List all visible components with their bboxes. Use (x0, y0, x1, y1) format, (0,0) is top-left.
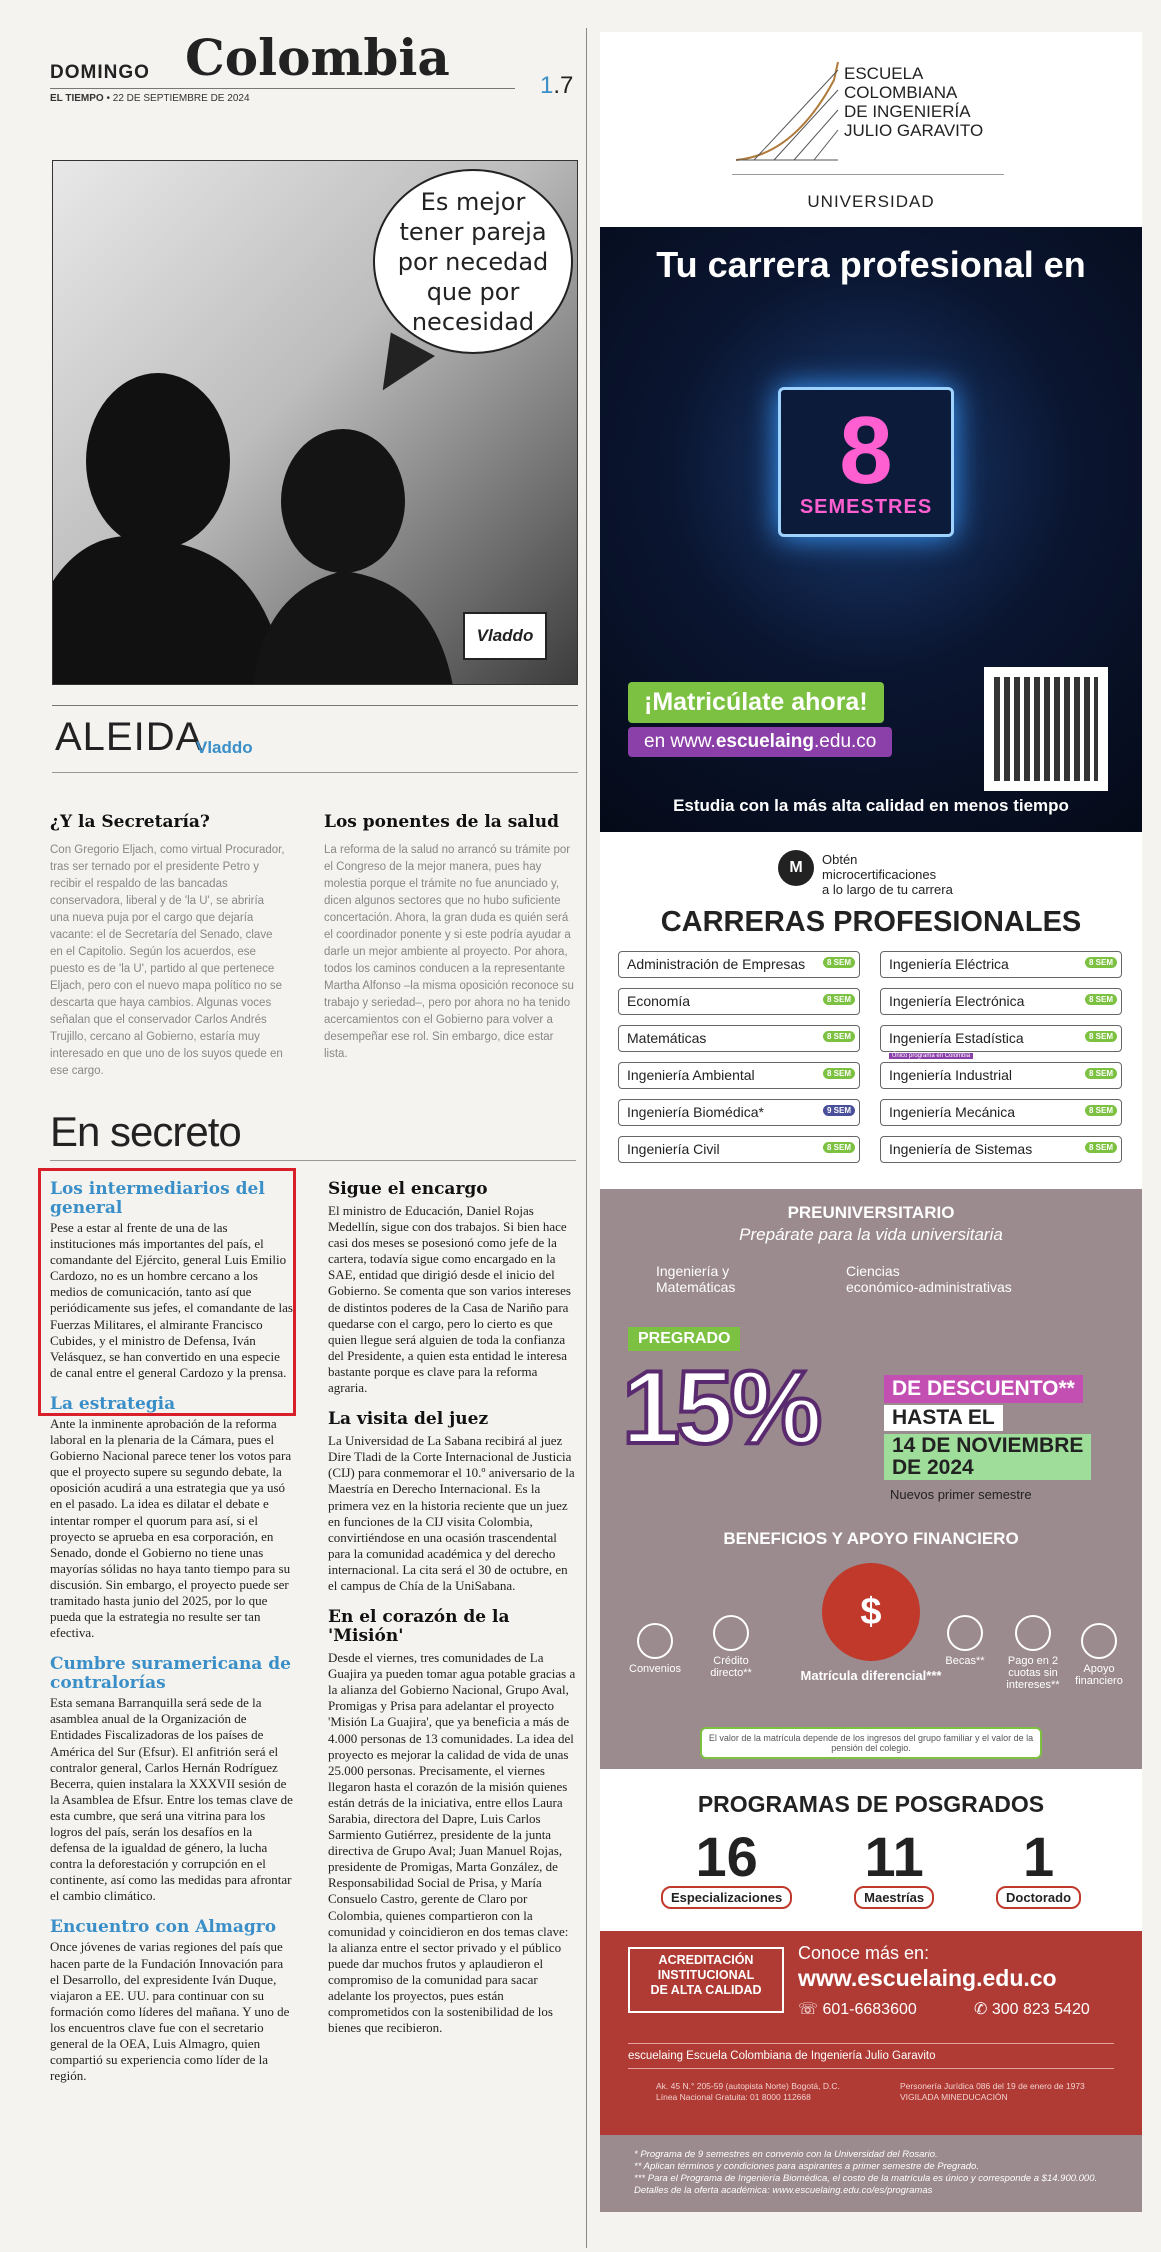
handshake-icon (637, 1623, 673, 1659)
website-link[interactable]: en www.escuelaing.edu.co (628, 727, 892, 757)
column-title: En secreto (50, 1108, 241, 1155)
benefit-item: Convenios (620, 1623, 690, 1675)
brief-secretaria (50, 812, 286, 1080)
university-logo-text: ESCUELA COLOMBIANA DE INGENIERÍA JULIO GARAVITO (844, 64, 984, 140)
career-item: Ingeniería Ambiental 8 SEM (618, 1062, 860, 1089)
career-item: Ingeniería Civil 8 SEM (618, 1136, 860, 1163)
benefit-item: Pago en 2 cuotas sin intereses** (998, 1615, 1068, 1691)
strip-title: ALEIDA (55, 715, 204, 759)
social-links[interactable]: escuelaing Escuela Colombiana de Ingeniería Julio Garavito (628, 2043, 1114, 2069)
secreto-left-column (50, 1180, 294, 2098)
university-ad (600, 32, 1142, 2212)
tuition-label: Matrícula diferencial*** (800, 1668, 942, 1683)
item-title: La visita del juez (328, 1409, 489, 1430)
phone-number[interactable]: ☏ 601-6683600 (798, 2001, 917, 2018)
cartoon-panel (52, 160, 578, 685)
header-rule (50, 88, 515, 89)
item-body: El ministro de Educación, Daniel Rojas Medellín, sigue con dos trabajos. Si bien hace casi dos meses se posesionó como jefe de la cartera, todavía sigue como encargado en la SAE, entidad que dirigió desde el inicio del Gobierno. Se comenta que son varios intereses de distintos poderes de la Casa de Nariño para quedarse con el cargo, pero lo cierto es que quien llegue será alguien de toda la confianza del Presidente, a quien esta entidad le interesa bastante porque es clave para la reforma agraria. (328, 1203, 571, 1396)
postgrad-item: 16 Especializaciones (661, 1828, 792, 1909)
preu-option-econ: Ciencias económico-administrativas (846, 1263, 1012, 1295)
ad-hero (600, 227, 1142, 832)
benefit-item: Apoyo financiero (1064, 1623, 1134, 1687)
scholarship-icon (947, 1615, 983, 1651)
item-body: La Universidad de La Sabana recibirá al juez Dire Tladi de la Corte Internacional de Justicia (CIJ) para conmemorar el 10.º aniversario de la Maestría en Derecho Internacional. Es la primera vez en la historia reciente que un juez en funciones de la CIJ visita Colombia, convirtiéndose en una ocasión trascendental para la comunidad académica y del derecho internacional. La cita será el 30 de octubre, en el campus de Chía de la UniSabana. (328, 1433, 575, 1593)
header-date: EL TIEMPO • 22 DE SEPTIEMBRE DE 2024 (50, 93, 250, 104)
item-body: Once jóvenes de varias regiones del país que hacen parte de la Fundación Innovación para el Desarrollo, del expresidente Iván Duque, viajaron a EE. UU. para continuar con su formación como líderes del mañana. Y uno de los encuentros clave fue con el secretario general de la OEA, Luis Almagro, quien compartió su experiencia como líder de la región. (50, 1939, 290, 2084)
postgrad-title: PROGRAMAS DE POSGRADOS (697, 1791, 1045, 1817)
brief-ponentes (324, 812, 576, 1063)
item-body: Desde el viernes, tres comunidades de La Guajira ya pueden tomar agua potable gracias a la alianza del Gobierno Nacional, Grupo Aval, Promigas y Prisa para adelantar el proyecto 'Misión La Guajira', que ya beneficia a más de 4.000 personas de 13 comunidades. La idea del proyecto es mejorar la calidad de vida de unas 25.000 personas. Precisamente, el viernes llegaron hasta el corazón de la misión quienes están detrás de la iniciativa, entre ellos Laura Sarabia, directora del Dapre, Luis Carlos Sarmiento Gutiérrez, presidente de la junta directiva de Grupo Aval; Juan Manuel Rojas, presidente de Promigas, Marta González, de Responsabilidad Social de Prisa, y María Consuelo Castro, gerente de Claro por Colombia, quienes compartieron con la comunidad y coincidieron en dos temas clave: la alianza entre el sector privado y el público puede dar muchos frutos y aplaudieron el compromiso de la comunidad para sacar adelante los proyectos, pues están comprometidos con la sostenibilidad de los bienes que recibieron. (328, 1650, 576, 2036)
item-title: Encuentro con Almagro (50, 1917, 277, 1938)
know-more-label: Conoce más en: (798, 1943, 930, 1963)
secreto-right-column (328, 1180, 576, 2050)
coin-icon (1015, 1615, 1051, 1651)
career-item: Ingeniería Mecánica 8 SEM (880, 1099, 1122, 1126)
enroll-button[interactable]: ¡Matricúlate ahora! (628, 682, 884, 723)
hero-title: Tu carrera profesional en (656, 244, 1086, 285)
address: Ak. 45 N.° 205-59 (autopista Norte) Bogotá, D.C. Línea Nacional Gratuita: 01 8000 112668 (656, 2081, 840, 2102)
item-title: Sigue el encargo (328, 1179, 488, 1199)
new-students-label: Nuevos primer semestre (890, 1487, 1032, 1502)
career-item: Ingeniería Industrial 8 SEM (880, 1062, 1122, 1089)
tuition-icon: $ (822, 1563, 920, 1661)
semesters-label: SEMESTRES (799, 495, 933, 518)
ad-logo-area (600, 32, 1142, 227)
brief-title: Los ponentes de la salud (324, 812, 560, 832)
brief-body: La reforma de la salud no arrancó su trámite por el Congreso de la mejor manera, pues hay molestia porque el trámite no fue anunciado y, dicen algunos sectores que no hubo suficiente concertación. Ahora, la gran duda es quién será el coordinador ponente y si este podría ayudar a darle un mejor ambiente al proyecto. Por ahora, todos los caminos conducen a la representante Martha Alfonso –la misma oposición reconoce su trabajo y seriedad–, pero por ahora no ha tenido acercamientos con el Gobierno para volver a desempeñar ese rol. Sin embargo, dice estar lista. (324, 844, 574, 1060)
career-item: Ingeniería de Sistemas 8 SEM (880, 1136, 1122, 1163)
brief-title: ¿Y la Secretaría? (50, 812, 210, 832)
preu-title: PREUNIVERSITARIO (787, 1203, 955, 1222)
cartoonist-signature: Vladdo (463, 612, 547, 660)
house-icon (713, 1615, 749, 1651)
hero-footer: Estudia con la más alta calidad en menos tiempo (673, 796, 1069, 815)
discount-percent: 15% (622, 1350, 819, 1466)
speech-bubble: Es mejor tener pareja por necedad que por necesidad (373, 169, 573, 354)
career-item: Ingeniería Eléctrica 8 SEM (880, 951, 1122, 978)
microcert-row (600, 832, 1142, 900)
preu-subtitle: Prepárate para la vida universitaria (739, 1225, 1003, 1244)
career-item: Ingeniería Biomédica* 9 SEM (618, 1099, 860, 1126)
item-body: Ante la inminente aprobación de la reforma laboral en la plenaria de la Cámara, pues el Gobierno Nacional parece tener los votos para que el proyecto supere su segundo debate, la oposición acudirá a una estrategia que ya usó en el pasado. La idea es dilatar el debate e intentar romper el quorum para así, si el proyecto se aprueba en esa corporación, en Senado, donde el Gobierno no tiene unas mayorías sólidas no haya tanto tiempo para su discusión. Sin embargo, el proyecto puede ser tramitado hasta junio del 2025, por lo que pueda que la estrategia no resulte ser tan efectiva. (50, 1415, 292, 1641)
until-date: 14 DE NOVIEMBRE DE 2024 (884, 1434, 1091, 1480)
benefits-note: El valor de la matrícula depende de los ingresos del grupo familiar y el valor de la pensión del colegio. (700, 1727, 1042, 1759)
semesters-number: 8 (839, 396, 893, 504)
item-body: Esta semana Barranquilla será sede de la asamblea anual de la Organización de Entidades Fiscalizadoras de los países de América del Sur (Efsur). El anfitrión será el contralor general, Carlos Hernán Rodríguez Becerra, quien instalara la XXXVII sesión de la Asamblea de Efsur. Entre los temas clave de esta cumbre, que será una vitrina para los logros del país, serán los desafíos en la defensa de la igualdad de género, la lucha contra la deforestación y corrupción en el continente, así como las medidas para afrontar el cambio climático. (50, 1695, 293, 1904)
item-title: Los intermediarios del general (50, 1179, 265, 1218)
microcert-text: Obtén microcertificaciones a lo largo de tu carrera (822, 852, 953, 897)
column-divider (586, 28, 587, 2248)
support-icon (1081, 1623, 1117, 1659)
career-item: Economía 8 SEM (618, 988, 860, 1015)
strip-bottom-rule (52, 772, 578, 773)
career-item: Ingeniería Electrónica 8 SEM (880, 988, 1122, 1015)
until-label: HASTA EL (884, 1405, 1003, 1431)
postgrad-item: 1 Doctorado (996, 1828, 1081, 1909)
header-day: DOMINGO (50, 62, 150, 83)
career-item: Administración de Empresas 8 SEM (618, 951, 860, 978)
discount-section (600, 1319, 1142, 1519)
qr-code-icon[interactable] (984, 667, 1108, 791)
careers-title: CARRERAS PROFESIONALES (660, 906, 1082, 938)
column-rule (50, 1160, 576, 1161)
career-item: Matemáticas 8 SEM (618, 1025, 860, 1052)
pregrado-tag: PREGRADO (628, 1327, 740, 1351)
item-title: La estrategia (50, 1393, 176, 1414)
website-link[interactable]: www.escuelaing.edu.co (798, 1965, 1057, 1991)
strip-rule (52, 705, 578, 706)
item-title: En el corazón de la 'Misión' (328, 1607, 510, 1647)
benefits-section (600, 1519, 1142, 1769)
legal-info: Personería Jurídica 086 del 19 de enero de 1973 VIGILADA MINEDUCACIÓN (900, 2081, 1085, 2102)
benefit-item: Becas** (930, 1615, 1000, 1667)
postgrad-item: 11 Maestrías (854, 1828, 934, 1909)
logo-rule (732, 174, 1004, 175)
item-body: Pese a estar al frente de una de las instituciones más importantes del país, el comandante del Ejército, general Luis Emilio Cardozo, no es un hombre cercano a los medios de comunicación, tanto así que periódicamente sus jefes, el comandante de las Fuerzas Militares, el almirante Francisco Cubides, y el ministro de Defensa, Iván Velásquez, se han convertido en una especie de canal entre el general Cardozo y la prensa. (50, 1220, 293, 1380)
accreditation-badge: ACREDITACIÓN INSTITUCIONAL DE ALTA CALIDAD (628, 1947, 784, 2013)
whatsapp-number[interactable]: ✆ 300 823 5420 (974, 2001, 1090, 2018)
postgrad-row (600, 1825, 1142, 1909)
contact-section (600, 1931, 1142, 2135)
section-title: Colombia (185, 28, 450, 87)
university-label: UNIVERSIDAD (807, 192, 935, 211)
item-title: Cumbre suramericana de contralorías (50, 1654, 291, 1694)
page-number: 1.7 (540, 72, 574, 99)
preu-option-eng: Ingeniería y Matemáticas (656, 1263, 736, 1295)
benefit-item: Crédito directo** (696, 1615, 766, 1679)
chip-graphic (778, 387, 954, 537)
discount-label: DE DESCUENTO** (884, 1375, 1083, 1403)
ad-footnotes: * Programa de 9 semestres en convenio con la Universidad del Rosario. ** Aplican términos y condiciones para aspirantes a primer semestre de Pregrado. *** Para el Programa de Ingeniería Biomédica, el costo de la matrícula es único y corresponde a $14.900.000. Detalles de la oferta académica: www.escuelaing.edu.co/es/programas (600, 2135, 1142, 2212)
careers-grid (600, 951, 1142, 1163)
preuniversity-section (600, 1189, 1142, 1319)
microcert-icon: M (778, 850, 814, 886)
career-item: Ingeniería Estadística 8 SEM Único programa en Colombia (880, 1025, 1122, 1052)
brief-body: Con Gregorio Eljach, como virtual Procurador, tras ser ternado por el presidente Petro y recibir el respaldo de las bancadas conservadora, liberal y de 'la U', se abriría una nueva puja por el cargo que dejaría vacante: el de Secretaría del Senado, clave en el Capitolio. Según los acuerdos, ese puesto es de 'la U', partido al que pertenece Eljach, pero con el nuevo mapa político no se descarta que haya cambios. Algunas voces señalan que el conservador Carlos Andrés Trujillo, cercano al Gobierno, estaría muy interesado en que uno de los suyos quede en ese cargo. (50, 844, 285, 1077)
benefits-title: BENEFICIOS Y APOYO FINANCIERO (723, 1529, 1019, 1548)
strip-author: Vladdo (196, 738, 253, 757)
